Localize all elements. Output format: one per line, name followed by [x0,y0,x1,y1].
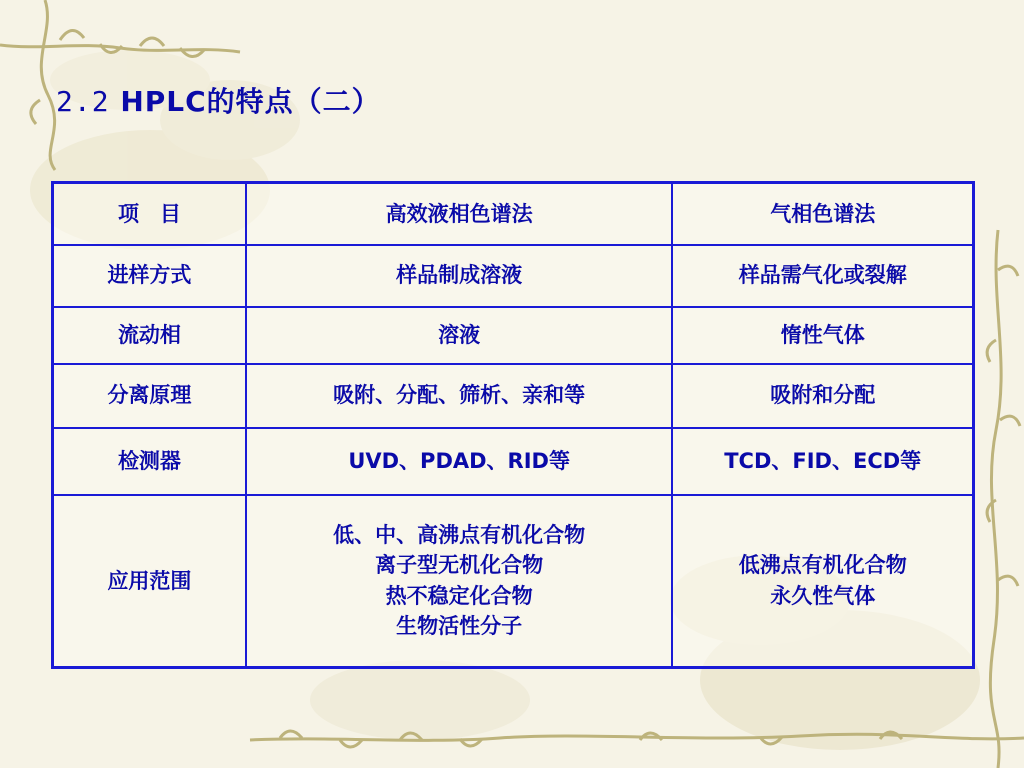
vine-decoration-right [987,230,1020,768]
header-cell-item: 项 目 [53,183,246,245]
row-gc-cell [672,245,973,307]
gc-value-line: 吸附和分配 [770,383,876,408]
row-gc-cell [672,307,973,364]
hplc-value-line: 溶液 [438,322,481,347]
table-row [53,364,974,428]
row-item-cell: 应用范围 [53,495,246,668]
hplc-value-line: 生物活性分子 [396,614,523,639]
row-hplc-cell [246,364,673,428]
gc-value-line: TCD、FID、ECD等 [724,448,922,473]
row-gc-cell [672,428,973,495]
row-hplc-cell [246,307,673,364]
gc-value-line: 永久性气体 [770,583,876,608]
hplc-value-line: 低、中、高沸点有机化合物 [333,522,586,547]
table-row [53,495,974,668]
row-item-cell: 流动相 [53,307,246,364]
row-hplc-cell [246,245,673,307]
gc-value-line: 惰性气体 [780,322,865,347]
table-row [53,307,974,364]
hplc-value-line: 样品制成溶液 [396,263,523,288]
gc-value-line: 低沸点有机化合物 [738,553,907,578]
row-gc-cell [672,364,973,428]
table-header-row [53,183,974,245]
gc-value-line: 样品需气化或裂解 [738,263,907,288]
table-row [53,428,974,495]
row-item-cell: 进样方式 [53,245,246,307]
row-item-cell: 检测器 [53,428,246,495]
hplc-value-line: UVD、PDAD、RID等 [348,448,570,473]
table-row [53,245,974,307]
header-cell-hplc: 高效液相色谱法 [246,183,673,245]
hplc-value-line: 吸附、分配、筛析、亲和等 [333,383,586,408]
section-number: 2.2 [56,85,110,118]
header-cell-gc: 气相色谱法 [672,183,973,245]
row-item-cell: 分离原理 [53,364,246,428]
hplc-value-line: 热不稳定化合物 [385,583,533,608]
comparison-table [51,181,975,669]
title-text: HPLC的特点（二） [120,85,381,118]
row-hplc-cell [246,495,673,668]
slide-title [56,80,381,120]
row-hplc-cell [246,428,673,495]
hplc-value-line: 离子型无机化合物 [375,553,544,578]
row-gc-cell [672,495,973,668]
